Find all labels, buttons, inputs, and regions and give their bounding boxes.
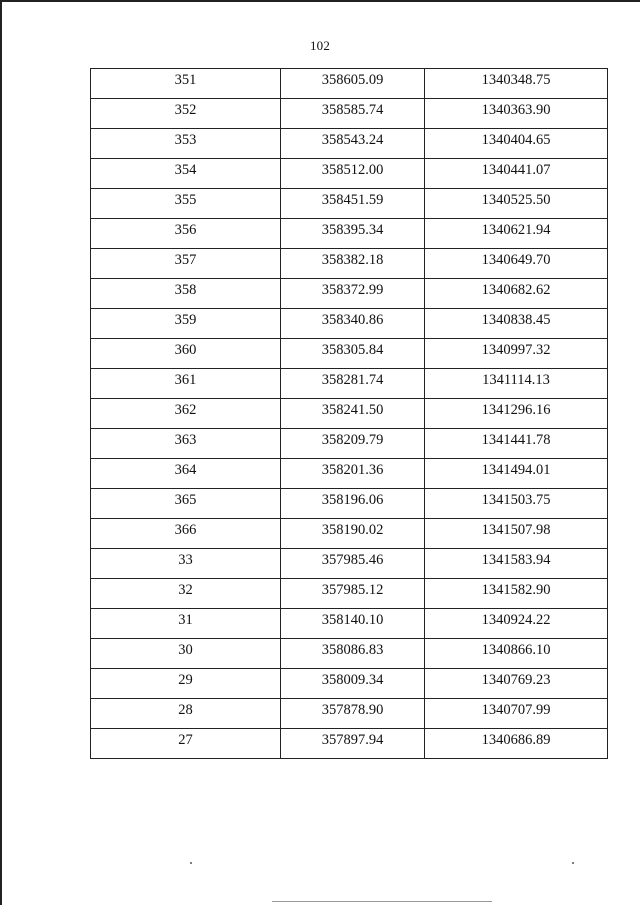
y-coordinate-cell: 1340707.99 [425,699,608,729]
x-coordinate-cell: 358190.02 [281,519,425,549]
point-number-cell: 354 [91,159,281,189]
point-number-cell: 29 [91,669,281,699]
x-coordinate-cell: 357878.90 [281,699,425,729]
x-coordinate-cell: 358395.34 [281,219,425,249]
point-number-cell: 361 [91,369,281,399]
y-coordinate-cell: 1340769.23 [425,669,608,699]
scan-speck [190,862,192,864]
table-row [91,459,608,489]
point-number-cell: 28 [91,699,281,729]
table-row [91,429,608,459]
y-coordinate-cell: 1341583.94 [425,549,608,579]
y-coordinate-cell: 1341503.75 [425,489,608,519]
table-row [91,369,608,399]
point-number-cell: 33 [91,549,281,579]
coordinates-table [90,68,608,759]
point-number-cell: 351 [91,69,281,99]
y-coordinate-cell: 1341114.13 [425,369,608,399]
table-row [91,729,608,759]
x-coordinate-cell: 358372.99 [281,279,425,309]
coordinates-table-body [91,69,608,759]
table-row [91,159,608,189]
table-row [91,489,608,519]
y-coordinate-cell: 1340997.32 [425,339,608,369]
x-coordinate-cell: 358451.59 [281,189,425,219]
scan-speck [572,862,574,864]
x-coordinate-cell: 358543.24 [281,129,425,159]
x-coordinate-cell: 357985.12 [281,579,425,609]
x-coordinate-cell: 358340.86 [281,309,425,339]
point-number-cell: 362 [91,399,281,429]
point-number-cell: 357 [91,249,281,279]
point-number-cell: 360 [91,339,281,369]
x-coordinate-cell: 357897.94 [281,729,425,759]
table-row [91,519,608,549]
x-coordinate-cell: 358512.00 [281,159,425,189]
point-number-cell: 356 [91,219,281,249]
y-coordinate-cell: 1340525.50 [425,189,608,219]
x-coordinate-cell: 357985.46 [281,549,425,579]
y-coordinate-cell: 1340621.94 [425,219,608,249]
table-row [91,399,608,429]
table-row [91,699,608,729]
x-coordinate-cell: 358009.34 [281,669,425,699]
point-number-cell: 358 [91,279,281,309]
y-coordinate-cell: 1340686.89 [425,729,608,759]
table-row [91,609,608,639]
point-number-cell: 352 [91,99,281,129]
table-row [91,549,608,579]
x-coordinate-cell: 358209.79 [281,429,425,459]
y-coordinate-cell: 1341507.98 [425,519,608,549]
table-row [91,69,608,99]
point-number-cell: 30 [91,639,281,669]
y-coordinate-cell: 1340363.90 [425,99,608,129]
table-row [91,189,608,219]
x-coordinate-cell: 358382.18 [281,249,425,279]
table-row [91,99,608,129]
page-edge-top [0,0,640,2]
y-coordinate-cell: 1340649.70 [425,249,608,279]
x-coordinate-cell: 358305.84 [281,339,425,369]
x-coordinate-cell: 358201.36 [281,459,425,489]
page-edge-left [0,0,2,905]
table-row [91,129,608,159]
y-coordinate-cell: 1340866.10 [425,639,608,669]
bottom-edge-line [272,901,492,902]
table-row [91,579,608,609]
y-coordinate-cell: 1340441.07 [425,159,608,189]
point-number-cell: 27 [91,729,281,759]
page-number: 102 [309,38,331,53]
x-coordinate-cell: 358605.09 [281,69,425,99]
x-coordinate-cell: 358585.74 [281,99,425,129]
y-coordinate-cell: 1341494.01 [425,459,608,489]
point-number-cell: 31 [91,609,281,639]
point-number-cell: 353 [91,129,281,159]
table-row [91,639,608,669]
y-coordinate-cell: 1340838.45 [425,309,608,339]
point-number-cell: 365 [91,489,281,519]
point-number-cell: 364 [91,459,281,489]
point-number-cell: 32 [91,579,281,609]
y-coordinate-cell: 1340682.62 [425,279,608,309]
y-coordinate-cell: 1340924.22 [425,609,608,639]
table-row [91,669,608,699]
table-row [91,249,608,279]
point-number-cell: 355 [91,189,281,219]
point-number-cell: 363 [91,429,281,459]
x-coordinate-cell: 358196.06 [281,489,425,519]
table-row [91,279,608,309]
x-coordinate-cell: 358086.83 [281,639,425,669]
point-number-cell: 366 [91,519,281,549]
table-row [91,339,608,369]
y-coordinate-cell: 1340404.65 [425,129,608,159]
point-number-cell: 359 [91,309,281,339]
x-coordinate-cell: 358140.10 [281,609,425,639]
y-coordinate-cell: 1341582.90 [425,579,608,609]
x-coordinate-cell: 358281.74 [281,369,425,399]
x-coordinate-cell: 358241.50 [281,399,425,429]
table-row [91,309,608,339]
y-coordinate-cell: 1340348.75 [425,69,608,99]
y-coordinate-cell: 1341296.16 [425,399,608,429]
table-row [91,219,608,249]
y-coordinate-cell: 1341441.78 [425,429,608,459]
